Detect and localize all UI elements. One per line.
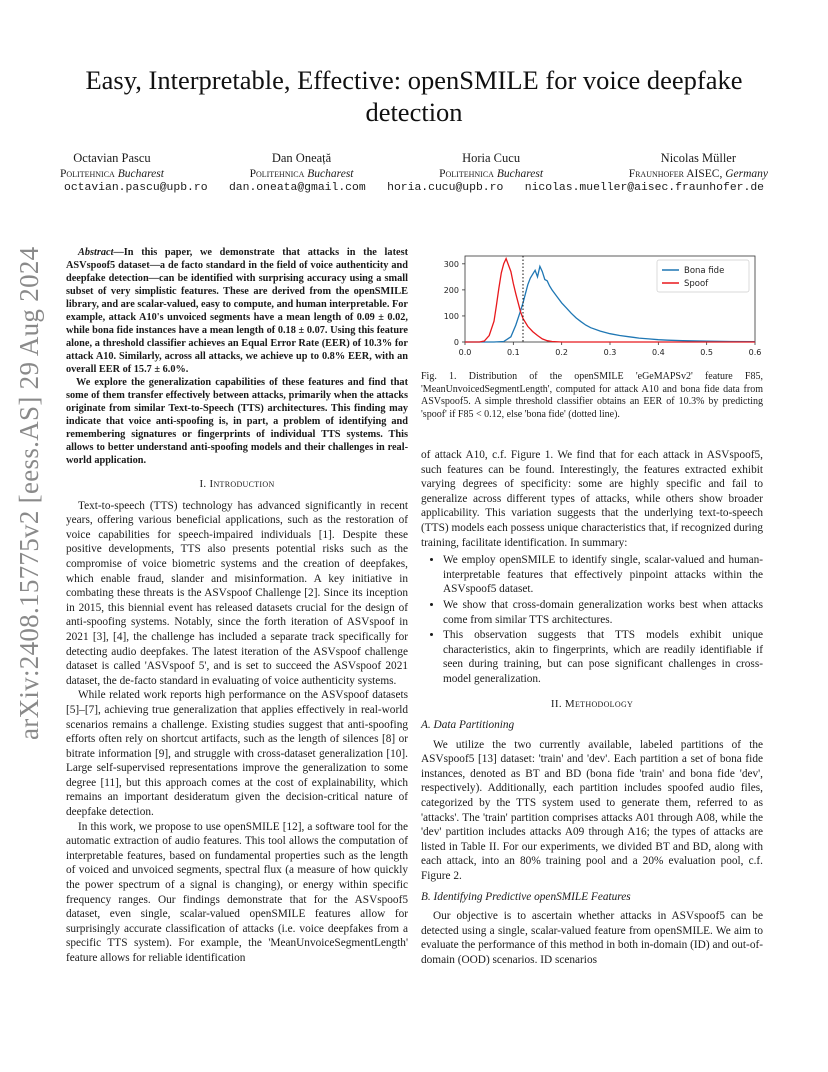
figure-caption: Fig. 1. Distribution of the openSMILE 'eGeMAPSv2' feature F85, 'MeanUnvoicedSegmentLength', computed for attack A10 and bona fide data from ASVspoof5. A simple threshold classifier obtains an EER of 10.3% by predicting 'spoof' if F85 < 0.12, else 'bona fide' (dotted line). xyxy=(421,371,763,420)
x-tick-label: 0.3 xyxy=(603,348,617,357)
author-email[interactable]: dan.oneata@gmail.com xyxy=(228,182,366,194)
legend-label: Spoof xyxy=(684,279,709,289)
author-block xyxy=(60,150,164,182)
author-list xyxy=(60,150,768,182)
list-item: • This observation suggests that TTS models exhibit unique characteristics, akin to fingerprints, which are readily identifiable if seen during training, but can pose significant challenges in cross-model generalization. xyxy=(443,628,763,686)
author-name: Nicolas Müller xyxy=(660,151,737,165)
list-item: • We show that cross-domain generalization works best when attacks come from similar TTS architectures. xyxy=(443,598,763,627)
subsection-heading: A. Data Partitioning xyxy=(421,719,515,732)
section-heading: II. Methodology xyxy=(550,697,634,710)
body-paragraph: While related work reports high performance on the ASVspoof datasets [5]–[7], achieving true generalization that applies effectively in real-world scenarios remains a challenge. Existing studies suggest that anti-spoofing efforts often rely on shortcut artifacts, such as the length of silences [8] or bitrate information [9], and struggle with cross-dataset generalization [10]. Large self-supervised representations improve the generalization to some degree [11], but this approach comes at the cost of explainability, which remains an important desideratum given the decision-critical nature of deepfake detection. xyxy=(66,689,408,819)
x-tick-label: 0.5 xyxy=(700,348,714,357)
y-tick-label: 200 xyxy=(443,285,459,295)
contribution-list xyxy=(421,553,763,686)
x-tick-label: 0.4 xyxy=(651,348,665,357)
body-paragraph: We utilize the two currently available, labeled partitions of the ASVspoof5 [13] dataset: 'train' and 'dev'. Each partition a set of bona fide instances, denoted as BT and BD (bona fide 'train' and bona fide 'dev', respectively). Additionally, each partition includes spoofed audio files, categorized by the TTS system used to generate them, referred to as 'attacks'. The 'train' partition comprises attacks A01 through A08, while the 'dev' partition includes attacks A09 through A16; the types of attacks are listed in Table II. For our experiments, we divided BT and BD, along with each attack, into an 80% training pool and a 20% evaluation pool, c.f. Figure 2. xyxy=(421,738,763,883)
x-tick-label: 0.1 xyxy=(506,348,520,357)
body-paragraph: Text-to-speech (TTS) technology has advanced significantly in recent years, offering various beneficial applications, such as the restoration of voice capabilities for speech-impaired individuals [1]. Despite these positive developments, TTS also presents potential risks such as the compromise of voice biometric systems and the creation of deepfakes, which enable fraud, slander and misinformation. A key initiative in combating these threats is the ASVspoof Challenge [2]. Since its inception in 2015, this biennial event has released datasets crucial for the design of anti-spoofing systems. Notably, since the forth iteration of ASVspoof in 2021 [3], [4], the challenge has included a separate track specifically for detecting audio deepfakes. The latest iteration of the ASVspoof challenge dataset is called 'ASVspoof 5', and is set to succeed the ASVspoof 2021 dataset, the de-facto standard in evaluating of voice authenticity systems. xyxy=(66,499,408,687)
author-affiliation: Fraunhofer AISEC, xyxy=(628,168,723,180)
author-block xyxy=(629,150,768,182)
author-location: Germany xyxy=(725,168,768,180)
right-column xyxy=(421,448,763,968)
author-email[interactable]: horia.cucu@upb.ro xyxy=(387,182,504,194)
body-paragraph: of attack A10, c.f. Figure 1. We find that for each attack in ASVspoof5, such features can be found. Interestingly, the features extracted exhibit varying degrees of specificity: some are highly specific and fail to generalize across different types of attacks, while others show broader applicability. This variation suggests that the underlying text-to-speech (TTS) models each possess unique characteristics that, if recognized during training, facilitate identification. In summary: xyxy=(421,449,763,549)
x-tick-label: 0.6 xyxy=(748,348,762,357)
x-tick-label: 0.0 xyxy=(458,348,472,357)
author-block xyxy=(439,150,543,182)
paper-title: Easy, Interpretable, Effective: openSMILE for voice deepfake detection xyxy=(85,65,743,127)
author-affiliation: Politehnica xyxy=(439,168,494,180)
body-paragraph: In this work, we propose to use openSMILE [12], a software tool for the automatic extraction of audio features. This tool allows the computation of interpretable features, based on fundamental properties such as the length of voiced and unvoiced segments, spectral flux (a measure of how quickly the power spectrum of a signal is changing), or energy within specific frequency ranges. Our findings demonstrate that for the ASVspoof5 dataset, even single, scalar-valued openSMILE features allow for surprisingly accurate classification of attacks (i.e. voice deepfakes from a specific TTS system). For example, the 'MeanUnvoiceSegmentLength' feature allows for reliable identification xyxy=(66,820,408,964)
list-item: • We employ openSMILE to identify single, scalar-valued and human-interpretable features that effectively pinpoint attacks within the ASVspoof5 dataset. xyxy=(443,553,763,597)
abstract-paragraph: —In this paper, we demonstrate that attacks in the latest ASVspoof5 dataset—a de facto standard in the field of voice authenticity and deepfake detection—can be identified with surprising accuracy using a small subset of very simplistic features. These are derived from the openSMILE library, and are scalar-valued, easy to compute, and human interpretable. For example, attack A10's unvoiced segments have a mean length of 0.09 ± 0.02, while bona fide instances have a mean length of 0.18 ± 0.07. Using this feature alone, a threshold classifier achieves an Equal Error Rate (EER) of 10.3% for attack A10. Similarly, across all attacks, we achieve up to 0.8% EER, with an overall EER of 15.7 ± 6.0%. xyxy=(66,247,408,375)
author-emails xyxy=(64,182,764,194)
author-block xyxy=(250,150,354,182)
author-name: Dan Oneață xyxy=(271,151,332,165)
figure-1-chart xyxy=(421,250,763,362)
author-email[interactable]: octavian.pascu@upb.ro xyxy=(64,182,208,194)
subsection-heading: B. Identifying Predictive openSMILE Features xyxy=(421,890,631,903)
x-tick-label: 0.2 xyxy=(555,348,569,357)
author-name: Horia Cucu xyxy=(462,151,521,165)
author-email[interactable]: nicolas.mueller@aisec.fraunhofer.de xyxy=(524,182,764,194)
author-affiliation: Politehnica xyxy=(60,168,115,180)
abstract-label: Abstract xyxy=(78,247,114,258)
y-tick-label: 0 xyxy=(453,338,459,347)
section-heading: I. Introduction xyxy=(199,478,275,490)
y-tick-label: 100 xyxy=(443,311,459,321)
body-paragraph: Our objective is to ascertain whether attacks in ASVspoof5 can be detected using a single, scalar-valued feature from openSMILE. We aim to evaluate the performance of this method in both in-domain (ID) and out-of-domain (OOD) scenarios. ID scenarios xyxy=(421,910,763,966)
plot-area xyxy=(444,256,762,357)
abstract xyxy=(66,246,408,467)
legend-label: Bona fide xyxy=(684,266,725,276)
abstract-paragraph: We explore the generalization capabilities of these features and find that some of them transfer effectively between attacks, primarily when the attacks originate from similar Text-to-Speech (TTS) architectures. This finding may indicate that voice anti-spoofing is, in part, a problem of identifying and remembering signatures or fingerprints of individual TTS systems. This allows to better understand anti-spoofing models and their challenges in real-world application. xyxy=(66,377,408,466)
arxiv-side-stamp: arXiv:2408.15775v2 [eess.AS] 29 Aug 2024 xyxy=(14,246,44,740)
author-location: Bucharest xyxy=(307,168,354,180)
author-location: Bucharest xyxy=(496,168,544,180)
left-column xyxy=(66,246,408,966)
author-affiliation: Politehnica xyxy=(249,168,305,180)
author-location: Bucharest xyxy=(117,168,164,180)
y-tick-label: 300 xyxy=(443,259,459,269)
author-name: Octavian Pascu xyxy=(73,151,151,165)
